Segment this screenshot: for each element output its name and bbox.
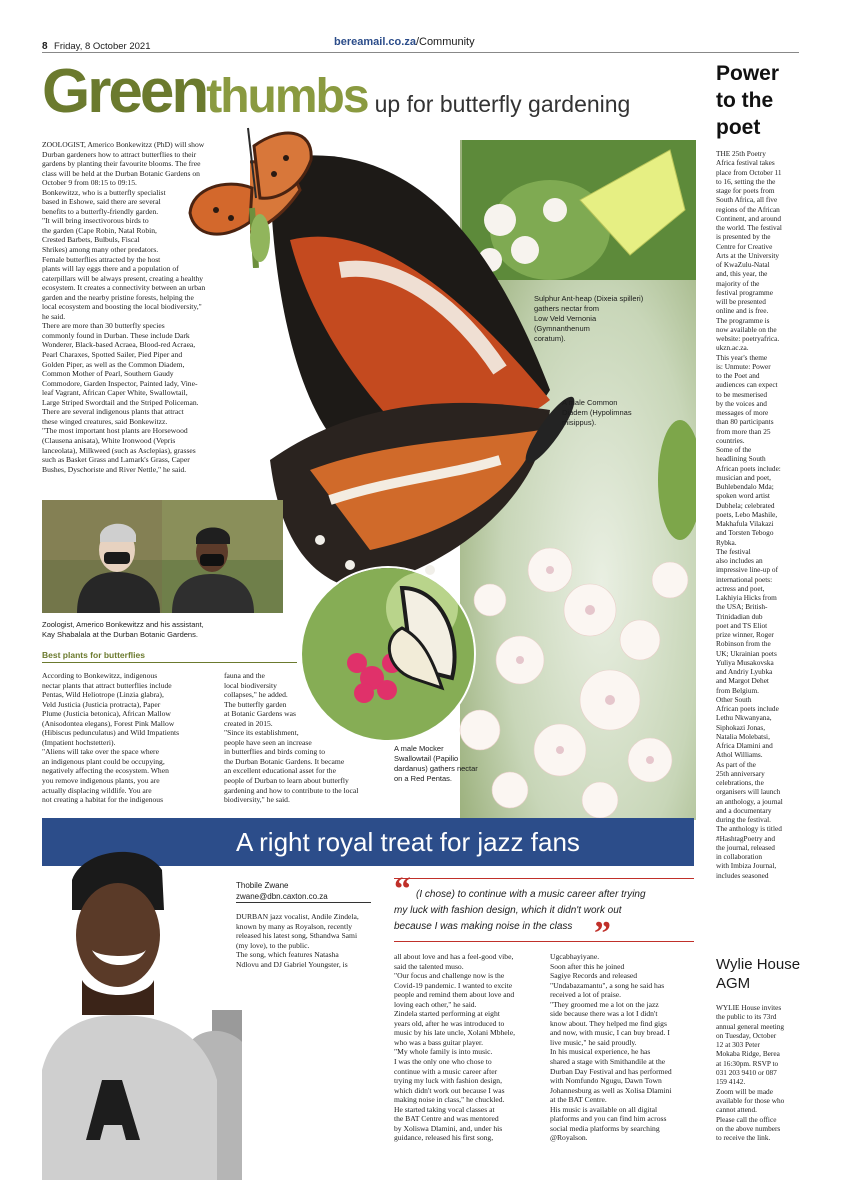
jazz-pull-quote <box>394 871 694 952</box>
quote-close-mark: ” <box>594 915 611 952</box>
jazz-byline <box>236 880 371 903</box>
headline-green: Green <box>42 57 207 126</box>
site-name: berea <box>334 36 364 48</box>
wylie-article: WYLIE House invites the public to its 73rd annual general meeting on Tuesday, October 12 at 303 Peter Mokaba Ridge, Berea at 16:30pm. RSVP to 031 203 9410 or 087 159 4142. Zoom will be made available for those who cannot attend. Please call the office on the above numbers to receive the link. <box>716 1003 785 1143</box>
wylie-headline-line2: AGM <box>716 975 751 992</box>
subhead-best-plants: Best plants for butterflies <box>42 650 145 660</box>
subhead-rule <box>42 662 297 663</box>
wylie-headline-line1: Wylie House <box>716 956 801 973</box>
wylie-headline <box>716 955 806 993</box>
poet-headline-line1: Power <box>716 62 780 85</box>
page-number: 8 <box>42 41 48 52</box>
section-name: /Community <box>415 36 475 48</box>
butterfly-article-intro: ZOOLOGIST, Americo Bonkewitzz (PhD) will show Durban gardeners how to attract butterflies to their gardens by planting their favourite blooms. The free class will be held at the Durban Botanic Gardens on October 9 from 08:15 to 09:15. Bonkewitzz, who is a butterfly specialist based in Eshowe, said there are several benefits to a butterfly-friendly garden. "It will bring insectivorous birds to the garden (Cape Robin, Natal Robin, Crested Barbets, Bulbuls, Fiscal Shrikes) among many other predators. Female butterflies attracted by the host plants will lay eggs there and a population of caterpillars will be always present, creating a healthy ecosystem. It creates a connectivity between an urban garden and the nearby pristine forests, helping the local ecosystem and boosting the local biodiversity," he said. There are more than 30 butterfly species commonly found in Durban. These include Dark Wonderer, Black-based Acraea, Blood-red Acraea, Pearl Charaxes, Spotted Sailer, Pied Piper and Golden Piper, as well as the Common Diadem, Common Mother of Pearl, Southern Gaudy Commodore, Garden Inspector, Painted lady, Vine- leaf Vagrant, African Caper White, Swallowtail, Large Striped Swordtail and the Striped Policeman. There are several indigenous plants that attract these winged creatures, said Bonkewitzz. "The most important host plants are Horsewood (Clausena anisata), White Ironwood (Vepris lanceolata), Milkweed (such as Asclepias), grasses such as Basket Grass and Lamark's Grass, Caper Bushes, Dyschoriste and River Nettle," he said. <box>42 140 206 474</box>
caption-mocker: A male Mocker Swallowtail (Papilio dardanus) gathers nectar on a Red Pentas. <box>394 744 478 783</box>
poet-headline-line2: to the <box>716 89 774 112</box>
poet-headline-line3: poet <box>716 116 761 139</box>
headline-rest: up for butterfly gardening <box>374 91 631 117</box>
quote-open-mark: “ <box>394 871 411 908</box>
poet-article: THE 25th Poetry Africa festival takes place from October 11 to 16, setting the the stage for poets from South Africa, all five regions of the African Continent, and around the world. The festival is presented by the Centre for Creative Arts at the University of KwaZulu-Natal and, this year, the majority of the festival programme will be presented online and is free. The programme is now available on the website: poetryafrica. ukzn.ac.za. This year's theme is: Unmute: Power to the Poet and audiences can expect to be mesmerised by the voices and messages of more than 80 participants from more than 25 countries. Some of the headlining South African poets include: musician and poet, Buhlebendalo Mda; spoken word artist Dubhela; celebrated poets, Lebo Mashile, Makhafula Vilakazi and Torsten Tebogo Rybka. The festival also includes an impressive line-up of international poets: actress and poet, Lakhiyia Hicks from the USA; British- Trinidadian dub poet and TS Eliot prize winner, Roger Robinson from the UK; Ukrainian poets Yuliya Musakovska and Andriy Lyubka and Margot Dehet from Belgium. Other South African poets include Lethu Nkwanyana, Siphokazi Jonas, Natalia Molebatsi, Africa Dlamini and Athol Williams. As part of the 25th anniversary celebrations, the organisers will launch an anthology, a journal and a documentary during the festival. The anthology is titled #HashtagPoetry and the journal, released in collaboration with Imbiza Journal, includes seasoned <box>716 149 783 880</box>
byline-email[interactable]: zwane@dbn.caxton.co.za <box>236 891 371 903</box>
butterfly-article-closing: fauna and the local biodiversity collapses," he added. The butterfly garden at Botanic Gardens was created in 2015. "Since its establishment, people have seen an increase in butterflies and birds coming to the Durban Botanic Gardens. It became an excellent educational asset for the people of Durban to learn about butterfly gardening and how to contribute to the local biodiversity," he said. <box>224 671 359 805</box>
poet-headline <box>716 60 802 141</box>
jazz-singer-photo <box>42 840 242 1180</box>
jazz-article-col3: Ugcabhayiyane. Soon after this he joined Sagiye Records and released "Undabazamantu", a song he said has received a lot of praise. "They groomed me a lot on the jazz side because there was a lot I didn't know about. They helped me find gigs and now, with music, I can buy bread. I live music," he said proudly. In his musical experience, he has shared a stage with Smithandile at the Durban Day Festival and has performed with Nomfundo Ngugu, Dawn Town Johannesburg as well as Xolisa Dlamini at the BAT Centre. His music is available on all digital platforms and you can find him across social media platforms by searching @Royalson. <box>550 952 672 1143</box>
caption-diadem: A male Common Diadem (Hypolimnas misippus). <box>562 398 632 427</box>
page-header <box>42 36 799 53</box>
caption-zoologist: Zoologist, Americo Bonkewitzz and his assistant, Kay Shabalala at the Durban Botanic Gardens. <box>42 620 204 639</box>
pull-quote-text: (I chose) to continue with a music career after trying my luck with fashion design, which it didn't work out because I was making noise in the class <box>394 889 646 932</box>
byline-author: Thobile Zwane <box>236 881 289 890</box>
headline-thumbs: thumbs <box>206 70 368 123</box>
masthead <box>334 36 475 48</box>
main-headline <box>42 56 702 126</box>
jazz-headline: A right royal treat for jazz fans <box>236 827 580 857</box>
site-tld: mail.co.za <box>363 36 416 48</box>
butterfly-article-plants: According to Bonkewitzz, indigenous nectar plants that attract butterflies include Pentas, Wild Heliotrope (Linzia glabra), Veld Justicia (Justicia protracta), Paper Plume (Justicia betonica), African Mallow (Anisodontea elegans), Forest Pink Mallow (Hibiscus pedunculatus) and Wild Impatients (Impatient hochstetteri). "Aliens will take over the space where an indigenous plant could be occupying, negatively affecting the ecosystem. When you remove indigenous plants, you are actually displacing wildlife. You are not creating a habitat for the indigenous <box>42 671 180 805</box>
caption-sulphur: Sulphur Ant-heap (Dixeia spilleri) gathers nectar from Low Veld Vernonia (Gymnanthenum coratum). <box>534 294 644 343</box>
zoologist-photo <box>42 500 283 613</box>
page-date: Friday, 8 October 2021 <box>54 41 151 52</box>
jazz-article-col1: DURBAN jazz vocalist, Andile Zindela, known by many as Royalson, recently released his latest song, Sthandwa Sami (my love), to the public. The song, which features Natasha Ndlovu and DJ Gabriel Youngster, is <box>236 912 359 969</box>
jazz-article-col2: all about love and has a feel-good vibe, said the talented muso. "Our focus and challenge now is the Covid-19 pandemic. I wanted to excite people and remind them about love and loving each other," he said. Zindela started performing at eight years old, after he was introduced to music by his late uncle, Xolani Mbhele, who was a bass guitar player. "My whole family is into music. I was the only one who chose to continue with a music career after trying my luck with fashion design, which didn't work out because I was making noise in class," he chuckled. He started taking vocal classes at the BAT Centre and was mentored by Xoliswa Dlamini, and, under his guidance, released his first song, <box>394 952 516 1143</box>
